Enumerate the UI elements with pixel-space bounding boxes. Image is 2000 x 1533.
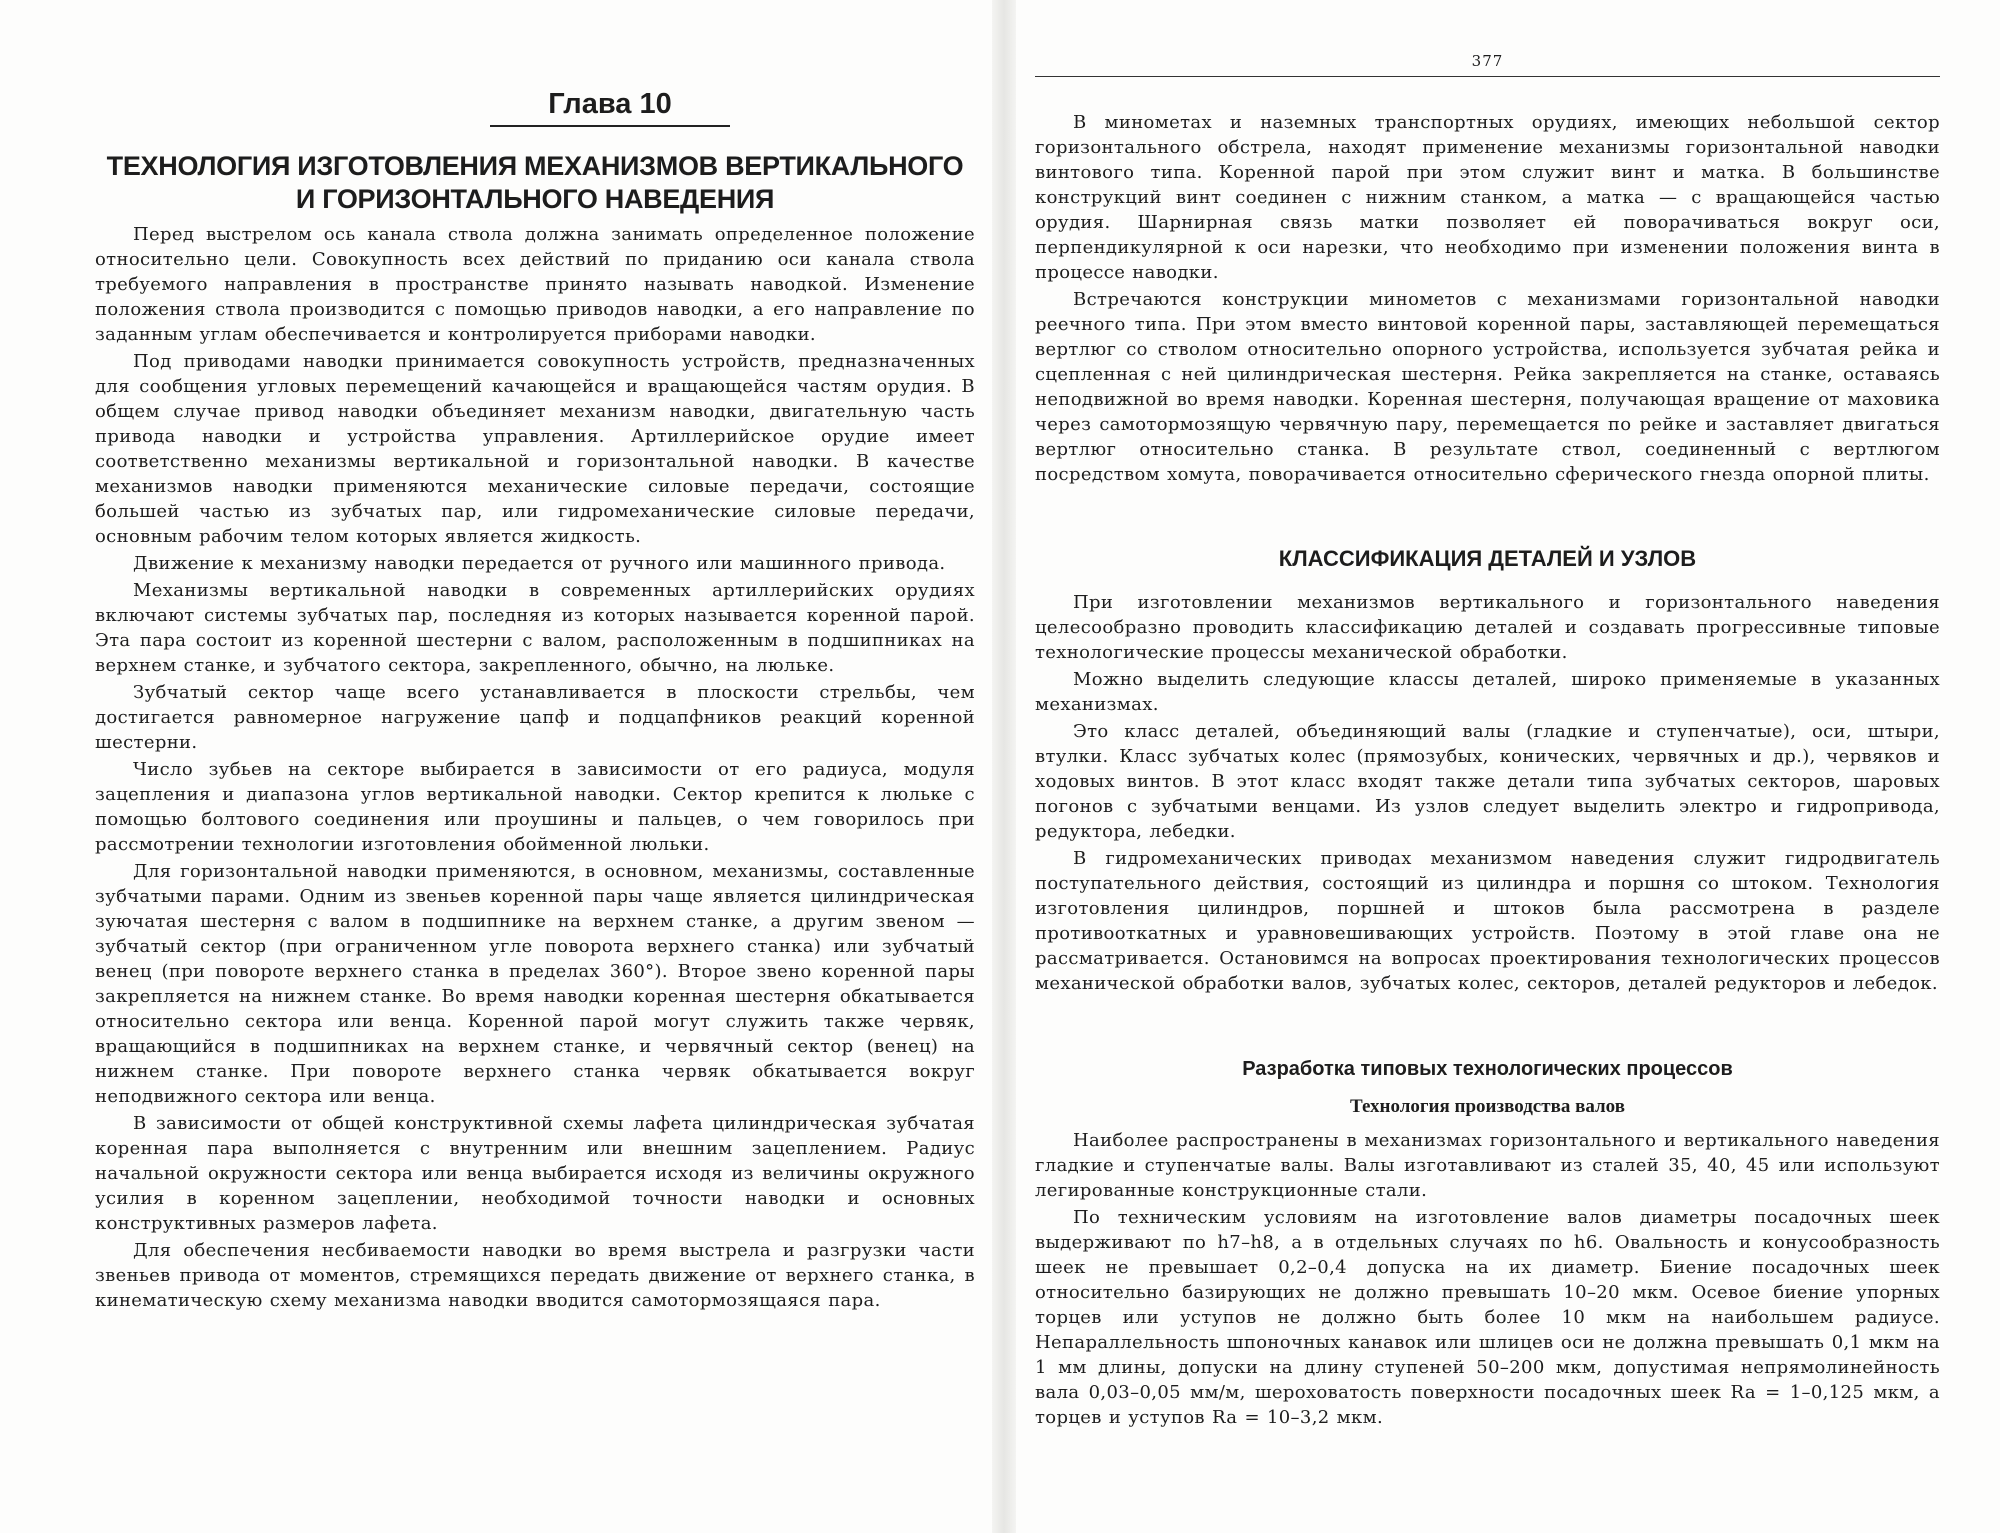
- paragraph: Число зубьев на секторе выбирается в зависимости от его радиуса, модуля зацепления и диапазона углов вертикальной наводки. Сектор крепится к люльке с помощью болтового соединения или проушины и пальцев, о чем говорилось при рассмотрении технологии изготовления обойменной люльки.: [95, 759, 975, 855]
- section-title: КЛАССИФИКАЦИЯ ДЕТАЛЕЙ И УЗЛОВ: [1278, 546, 1697, 571]
- paragraph: Перед выстрелом ось канала ствола должна занимать определенное положение относительно цели. Совокупность всех действий по приданию оси канала ствола требуемого направления в пространстве принято называть наводкой. Изменение положения ствола производится с помощью приводов наводки, а его направление по заданным углам обеспечивается и контролируется приборами наводки.: [95, 224, 975, 345]
- left-page: [95, 0, 975, 1533]
- paragraph: В гидромеханических приводах механизмом наведения служит гидродвигатель поступательного действия, состоящий из цилиндра и поршня со штоком. Технология изготовления цилиндров, поршней и штоков была рассмотрена в разделе противооткатных и уравновешивающих устройств. Поэтому в этой главе она не рассматривается. Остановимся на вопросах проектирования технологических процессов механической обработки валов, зубчатых колес, секторов, деталей редукторов и лебедок.: [1035, 848, 1940, 994]
- page-header: [1035, 52, 1940, 76]
- paragraph: При изготовлении механизмов вертикального и горизонтального наведения целесообразно проводить классификацию деталей и создавать прогрессивные типовые технологические процессы механической обработки.: [1035, 592, 1940, 663]
- paragraph: В зависимости от общей конструктивной схемы лафета цилиндрическая зубчатая коренная пара выполняется с внутренним или внешним зацеплением. Радиус начальной окружности сектора или венца выбирается исходя из величины окружного усилия в коренном зацеплении, необходимой точности наводки и основных конструктивных размеров лафета.: [95, 1113, 975, 1234]
- right-body-bottom: [1035, 1128, 1940, 1432]
- paragraph: Механизмы вертикальной наводки в современных артиллерийских орудиях включают системы зубчатых пар, последняя из которых называется коренной парой. Эта пара состоит из коренной шестерни с валом, расположенным в подшипниках на верхнем станке, и зубчатого сектора, закрепленного, обычно, на люльке.: [95, 580, 975, 676]
- subsubsection-title: Технология производства валов: [1350, 1096, 1625, 1117]
- chapter-title-line-1: ТЕХНОЛОГИЯ ИЗГОТОВЛЕНИЯ МЕХАНИЗМОВ ВЕРТИКАЛЬНОГО: [106, 151, 964, 181]
- paragraph: Можно выделить следующие классы деталей, широко применяемые в указанных механизмах.: [1035, 669, 1940, 715]
- paragraph: В минометах и наземных транспортных орудиях, имеющих небольшой сектор горизонтального обстрела, находят применение механизмы горизонтальной наводки винтового типа. Коренной парой при этом служит винт и матка. В большинстве конструкций винт соединен с нижним станком, а матка — с вращающейся частью орудия. Шарнирная связь матки позволяет ей поворачиваться вокруг оси, перпендикулярной к оси нарезки, что необходимо при изменении положения винта в процессе наводки.: [1035, 112, 1940, 283]
- page-number: 377: [1471, 52, 1504, 70]
- right-page: [1035, 0, 1940, 1533]
- paragraph: Движение к механизму наводки передается от ручного или машинного привода.: [133, 553, 946, 574]
- paragraph: Встречаются конструкции минометов с механизмами горизонтальной наводки реечного типа. При этом вместо винтовой коренной пары, заставляющей перемещаться вертлюг со стволом относительно опорного устройства, используется зубчатая рейка и сцепленная с ней цилиндрическая шестерня. Рейка закрепляется на станке, оставаясь неподвижной во время наводки. Коренная шестерня, получающая вращение от маховика через самотормозящую червячную пару, перемещается по рейке и заставляет двигаться вертлюг относительно станка. В результате ствол, соединенный с вертлюгом посредством хомута, поворачивается относительно сферического гнезда опорной плиты.: [1035, 289, 1940, 485]
- paragraph: Для горизонтальной наводки применяются, в основном, механизмы, составленные зубчатыми парами. Одним из звеньев коренной пары чаще является цилиндрическая зуючатая шестерня с валом в подшипнике на верхнем станке, а другим звеном — зубчатый сектор (при ограниченном угле поворота верхнего станка) или зубчатый венец (при повороте верхнего станка в пределах 360°). Второе звено коренной пары закрепляется на нижнем станке. Во время наводки коренная шестерня обкатывается относительно сектора или венца. Коренной парой могут служить также червяк, вращающийся в подшипниках на верхнем станке, и червячный сектор (венец) на нижнем станке. При повороте верхнего станка червяк обкатывается вокруг неподвижного сектора или венца.: [95, 861, 975, 1107]
- left-body: [95, 222, 975, 1315]
- paragraph: Для обеспечения несбиваемости наводки во время выстрела и разгрузки части звеньев привода от моментов, стремящихся передать движение от верхнего станка, в кинематическую схему механизма наводки вводится самотормозящаяся пара.: [95, 1240, 975, 1311]
- paragraph: По техническим условиям на изготовление валов диаметры посадочных шеек выдерживают по h7–h8, а в отдельных случаях по h6. Овальность и конусообразность шеек не превышает 0,2–0,4 допуска на их диаметр. Биение посадочных шеек относительно базирующих не должно превышать 10–20 мкм. Осевое биение упорных торцев или уступов не должно быть более 10 мкм на наибольшем радиусе. Непараллельность шпоночных канавок или шлицев оси не должна превышать 0,1 мкм на 1 мм длины, допуски на длину ступеней 50–200 мкм, допустимая непрямолинейность вала 0,03–0,05 мм/м, шероховатость поверхности посадочных шеек Ra = 1–0,125 мкм, а торцев и уступов Ra = 10–3,2 мкм.: [1035, 1207, 1940, 1428]
- right-body-top: [1035, 110, 1940, 489]
- paragraph: Это класс деталей, объединяющий валы (гладкие и ступенчатые), оси, штыри, втулки. Класс зубчатых колес (прямозубых, конических, червячных и др.), червяков и ходовых винтов. В этот класс входят также детали типа зубчатых секторов, шаровых погонов с зубчатыми венцами. Из узлов следует выделить электро и гидропривода, редуктора, лебедки.: [1035, 721, 1940, 842]
- paragraph: Наиболее распространены в механизмах горизонтального и вертикального наведения гладкие и ступенчатые валы. Валы изготавливают из сталей 35, 40, 45 или используют легированные конструкционные стали.: [1035, 1130, 1940, 1201]
- chapter-label: Глава 10: [490, 88, 730, 127]
- right-body-section: [1035, 590, 1940, 998]
- book-gutter: [992, 0, 1016, 1533]
- chapter-title: [95, 150, 975, 216]
- subsection-title: Разработка типовых технологических процессов: [1242, 1058, 1733, 1080]
- header-rule: [1035, 76, 1940, 77]
- paragraph: Под приводами наводки принимается совокупность устройств, предназначенных для сообщения угловых перемещений качающейся и вращающейся частям орудия. В общем случае привод наводки объединяет механизм наводки, двигательную часть привода наводки и устройства управления. Артиллерийское орудие имеет соответственно механизмы вертикальной и горизонтальной наводки. В качестве механизмов наводки применяются механические силовые передачи, состоящие большей частью из зубчатых пар, или гидромеханические силовые передачи, основным рабочим телом которых является жидкость.: [95, 351, 975, 547]
- chapter-title-line-2: И ГОРИЗОНТАЛЬНОГО НАВЕДЕНИЯ: [295, 184, 775, 214]
- paragraph: Зубчатый сектор чаще всего устанавливается в плоскости стрельбы, чем достигается равномерное нагружение цапф и подцапфников реакций коренной шестерни.: [95, 682, 975, 753]
